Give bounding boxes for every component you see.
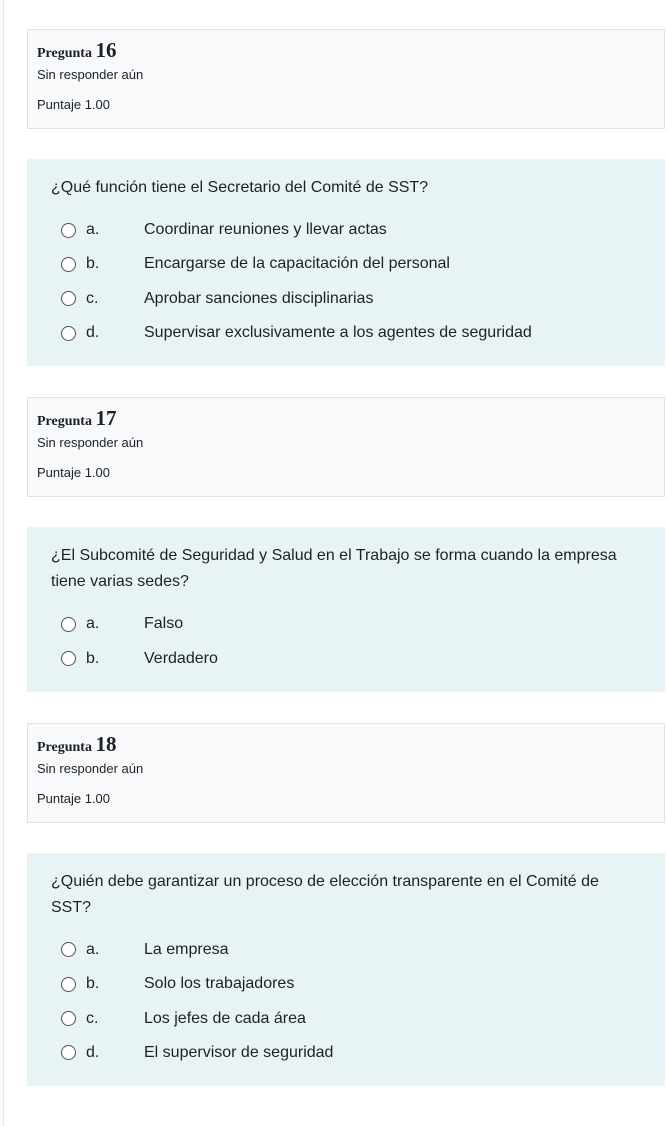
radio-button[interactable] — [61, 977, 76, 992]
radio-button[interactable] — [61, 617, 76, 632]
answer-text[interactable]: Verdadero — [144, 649, 218, 667]
answer-option-c[interactable] — [51, 1001, 641, 1035]
question-label: Pregunta — [37, 414, 92, 430]
question-number-value: 17 — [95, 406, 117, 431]
answer-text[interactable]: Aprobar sanciones disciplinarias — [144, 289, 374, 307]
answer-letter: d. — [86, 324, 100, 342]
radio-button[interactable] — [61, 291, 76, 306]
answer-letter: a. — [86, 615, 100, 633]
question-state: Sin responder aún — [37, 435, 144, 451]
question-state: Sin responder aún — [37, 67, 144, 82]
radio-button[interactable] — [61, 942, 76, 957]
answer-option-d[interactable] — [51, 316, 641, 350]
question-16 — [27, 29, 665, 366]
question-content — [27, 853, 665, 1086]
answer-letter: d. — [86, 1043, 100, 1061]
answer-text[interactable]: Los jefes de cada área — [144, 1009, 306, 1027]
answer-option-b[interactable] — [51, 967, 641, 1001]
answer-text[interactable]: Solo los trabajadores — [144, 975, 295, 993]
question-text: ¿Qué función tiene el Secretario del Comité de SST? — [51, 179, 429, 196]
answer-text[interactable]: La empresa — [144, 940, 229, 958]
answer-option-b[interactable] — [51, 641, 641, 675]
question-info — [27, 397, 665, 497]
question-content — [27, 527, 665, 692]
question-17 — [27, 397, 665, 692]
answer-letter: b. — [86, 255, 100, 273]
answer-option-a[interactable] — [51, 213, 641, 247]
radio-button[interactable] — [61, 651, 76, 666]
quiz-questions — [27, 29, 665, 1086]
answer-option-a[interactable] — [51, 933, 641, 967]
answer-letter: a. — [86, 940, 100, 958]
answer-text[interactable]: Falso — [144, 615, 184, 633]
question-grade: Puntaje 1.00 — [37, 97, 111, 112]
question-state: Sin responder aún — [37, 760, 144, 776]
answer-letter: c. — [86, 1009, 99, 1027]
question-info — [27, 723, 665, 823]
question-number-value: 18 — [95, 731, 117, 756]
radio-button[interactable] — [61, 1045, 76, 1060]
question-number — [37, 731, 664, 757]
answer-option-a[interactable] — [51, 607, 641, 641]
question-info — [27, 29, 665, 129]
answer-option-b[interactable] — [51, 247, 641, 281]
answer-letter: a. — [86, 221, 100, 239]
radio-button[interactable] — [61, 223, 76, 238]
answer-text[interactable]: Supervisar exclusivamente a los agentes de seguridad — [144, 324, 532, 342]
answer-text[interactable]: Coordinar reuniones y llevar actas — [144, 221, 387, 239]
question-18 — [27, 723, 665, 1086]
radio-button[interactable] — [61, 326, 76, 341]
question-number-value: 16 — [95, 38, 117, 62]
question-number — [37, 37, 664, 63]
question-grade: Puntaje 1.00 — [37, 790, 111, 806]
question-label: Pregunta — [37, 46, 92, 61]
answer-letter: c. — [86, 289, 99, 307]
answer-text[interactable]: El supervisor de seguridad — [144, 1043, 334, 1061]
question-text: ¿El Subcomité de Seguridad y Salud en el Trabajo se forma cuando la empresa tiene varias sedes? — [51, 547, 617, 591]
answer-letter: b. — [86, 975, 100, 993]
answer-option-c[interactable] — [51, 282, 641, 316]
answer-letter: b. — [86, 649, 100, 667]
answer-text[interactable]: Encargarse de la capacitación del personal — [144, 255, 450, 273]
question-number — [37, 405, 664, 431]
page-left-border — [3, 0, 4, 1126]
answer-option-d[interactable] — [51, 1036, 641, 1070]
question-text: ¿Quién debe garantizar un proceso de elección transparente en el Comité de SST? — [51, 872, 599, 916]
radio-button[interactable] — [61, 257, 76, 272]
question-grade: Puntaje 1.00 — [37, 465, 111, 481]
radio-button[interactable] — [61, 1011, 76, 1026]
question-content — [27, 159, 665, 366]
question-label: Pregunta — [37, 739, 92, 755]
